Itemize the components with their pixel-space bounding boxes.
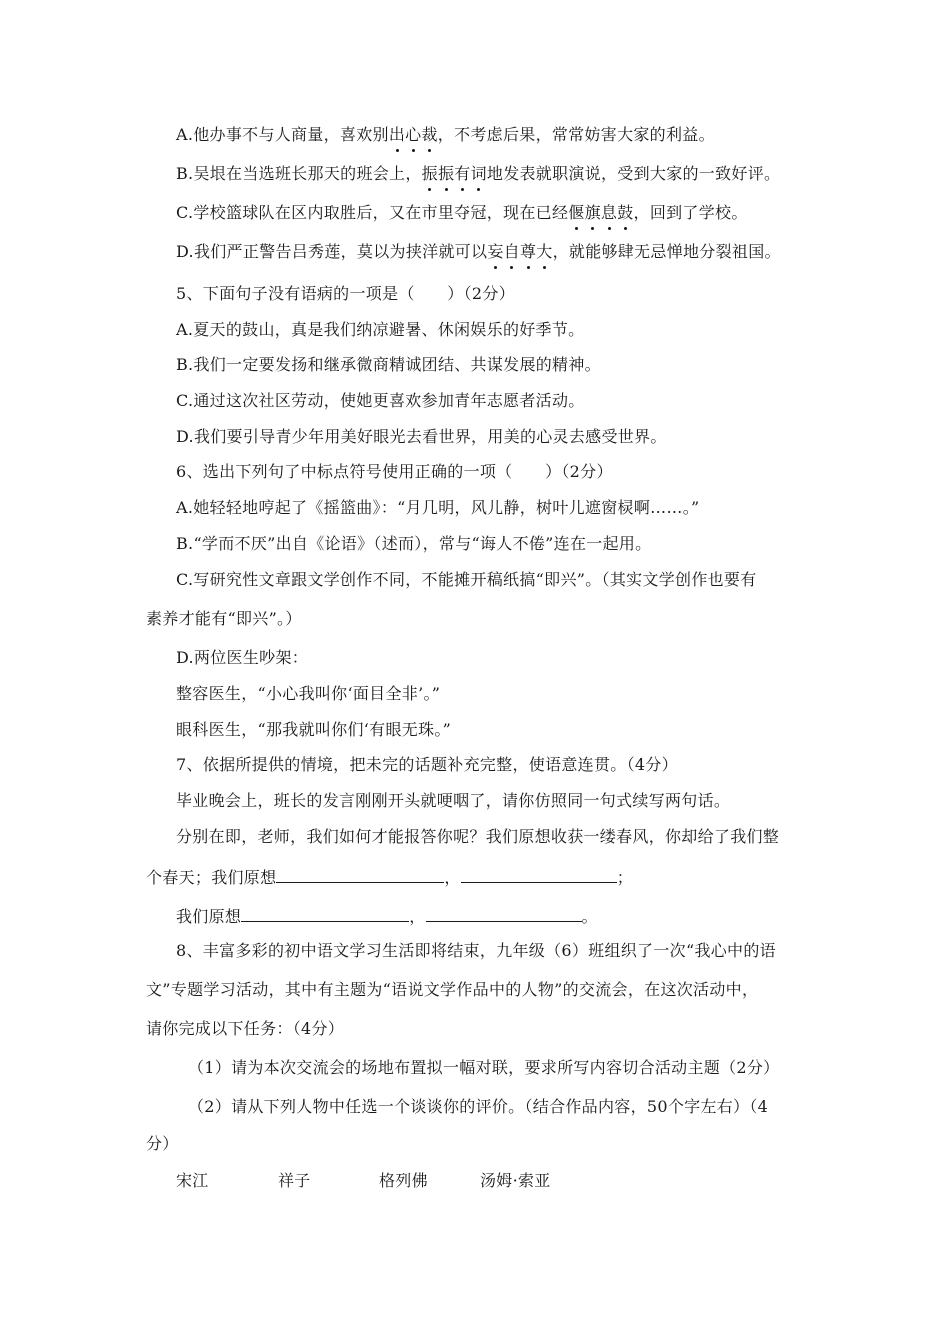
emphasis-dot-char: 鼓 [617, 203, 634, 222]
emphasis-dot-char: 尊 [519, 242, 537, 261]
q4-option-c: C.学校篮球队在区内取胜后，又在市里夺冠，现在已经偃旗息鼓，回到了学校。 [176, 203, 748, 222]
character-list [0, 1171, 950, 1191]
emphasis-dot-char: 自 [503, 242, 520, 261]
character-name: 宋江 [176, 1171, 209, 1190]
emphasis-dot-char: 裁 [421, 125, 438, 144]
q7-answer-line: 我们原想 ， 。 [176, 907, 598, 926]
q7-stem: 7、依据所提供的情境，把未完的话题补充完整，使语意连贯。（4分） [176, 755, 678, 774]
q7-example-line2: 个春天；我们原想 ， ； [146, 868, 634, 887]
q5-option-d: D.我们要引导青少年用美好眼光去看世界，用美的心灵去感受世界。 [176, 427, 667, 446]
q4-a-dotted-word [389, 125, 438, 144]
q8-stem-line3: 请你完成以下任务：（4分） [146, 1019, 345, 1038]
emphasis-dot-char: 旗 [584, 203, 601, 222]
q5-stem: 5、下面句子没有语病的一项是（ ）（2分） [176, 284, 515, 303]
q6-option-d: D.两位医生吵架： [176, 648, 309, 667]
q4-b-dotted-word [422, 164, 487, 183]
q8-stem-line1: 8、丰富多彩的初中语文学习生活即将结束，九年级（6）班组织了一次“我心中的语 [176, 941, 776, 960]
character-name: 格列佛 [379, 1171, 428, 1190]
q5-option-a: A.夏天的鼓山，真是我们纳凉避暑、休闲娱乐的好季节。 [176, 320, 585, 339]
q4-option-a: A.他办事不与人商量，喜欢别出心裁，不考虑后果，常常妨害大家的利益。 [176, 125, 715, 144]
q5-option-b: B.我们一定要发扬和继承微商精诚团结、共谋发展的精神。 [176, 355, 601, 374]
answer-blank-2[interactable] [461, 866, 617, 883]
answer-blank-1[interactable] [276, 866, 444, 883]
q7-example-line1: 分别在即，老师，我们如何才能报答你呢？我们原想收获一缕春风，你却给了我们整 [176, 827, 780, 846]
q6-option-d-line2: 眼科医生，“那我就叫你们‘有眼无珠。” [176, 720, 452, 739]
emphasis-dot-char: 妄 [487, 242, 504, 261]
q6-option-c-line2: 素养才能有“即兴”。） [146, 609, 302, 628]
emphasis-dot-char: 偃 [568, 203, 585, 222]
q6-option-a: A.她轻轻地哼起了《摇篮曲》：“月几明，风儿静，树叶儿遮窗棂啊……。” [176, 498, 700, 517]
character-name: 祥子 [278, 1171, 311, 1190]
answer-blank-3[interactable] [241, 905, 409, 922]
q5-option-c: C.通过这次社区劳动，使她更喜欢参加青年志愿者活动。 [176, 391, 585, 410]
emphasis-dot-char: 息 [600, 203, 618, 222]
character-name: 汤姆·索亚 [480, 1171, 551, 1190]
emphasis-dot-char: 出 [388, 125, 406, 144]
emphasis-dot-char: 大 [536, 242, 553, 261]
q8-stem-line2: 文”专题学习活动，其中有主题为“语说文学作品中的人物”的交流会，在这次活动中， [146, 980, 759, 999]
q8-task-2-line1: （2）请从下列人物中任选一个谈谈你的评价。（结合作品内容，50个字左右）（4 [188, 1097, 769, 1116]
q6-stem: 6、选出下列句了中标点符号使用正确的一项（ ）（2分） [176, 462, 613, 481]
q8-task-1: （1）请为本次交流会的场地布置拟一幅对联，要求所写内容切合活动主题（2分） [188, 1058, 780, 1077]
emphasis-dot-char: 词 [470, 164, 487, 183]
q8-task-2-line2: 分） [146, 1134, 179, 1153]
emphasis-dot-char: 振 [421, 164, 438, 183]
emphasis-dot-char: 心 [405, 125, 422, 144]
q4-option-b: B.吴垠在当选班长那天的班会上，振振有词地发表就职演说，受到大家的一致好评。 [176, 164, 781, 183]
q4-d-dotted-word [487, 242, 552, 261]
q6-option-b: B.“学而不厌”出自《论语》（述而），常与“诲人不倦”连在一起用。 [176, 534, 652, 553]
emphasis-dot-char: 有 [454, 164, 471, 183]
q7-context: 毕业晚会上，班长的发言刚刚开头就哽咽了，请你仿照同一句式续写两句话。 [176, 791, 731, 810]
q4-c-dotted-word [568, 203, 633, 222]
q4-option-d: D.我们严正警告吕秀莲，莫以为挟洋就可以妄自尊大，就能够肆无忌惮地分裂祖国。 [176, 242, 781, 261]
answer-blank-4[interactable] [426, 905, 582, 922]
q6-option-c-line1: C.写研究性文章跟文学创作不同，不能摊开稿纸搞“即兴”。（其实文学创作也要有 [176, 570, 757, 589]
emphasis-dot-char: 振 [437, 164, 455, 183]
q6-option-d-line1: 整容医生，“小心我叫你‘面目全非’。” [176, 684, 441, 703]
